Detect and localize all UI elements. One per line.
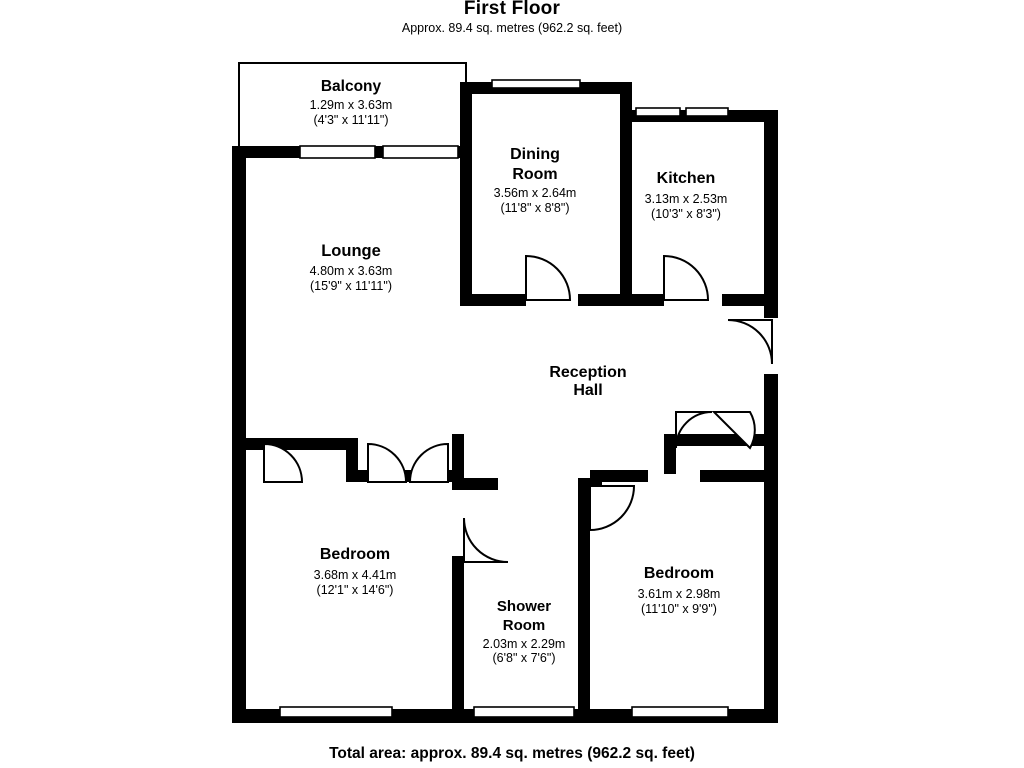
shower-room-dim-metric: 2.03m x 2.29m bbox=[482, 636, 566, 651]
lounge-dim-metric: 4.80m x 3.63m bbox=[309, 264, 393, 279]
bedroom-1-dim-metric: 3.68m x 4.41m bbox=[313, 567, 397, 582]
lounge-dim-imperial: (15'9" x 11'11") bbox=[310, 279, 392, 294]
bedroom-2-dim-metric: 3.61m x 2.98m bbox=[637, 586, 721, 601]
room-label-kitchen bbox=[600, 170, 772, 221]
lounge-name: Lounge bbox=[321, 242, 381, 260]
shower-room-name-line2: Room bbox=[502, 616, 546, 634]
room-label-shower-room bbox=[442, 599, 606, 666]
room-label-lounge bbox=[251, 242, 451, 294]
floor-plan-title: First Floor bbox=[463, 0, 561, 19]
room-label-balcony bbox=[251, 78, 451, 128]
kitchen-dim-metric: 3.13m x 2.53m bbox=[644, 191, 728, 206]
bedroom-2-name: Bedroom bbox=[643, 565, 715, 582]
dining-room-name-line2: Room bbox=[512, 165, 558, 183]
dining-room-name-line1: Dining bbox=[510, 146, 560, 163]
bedroom-1-dim-imperial: (12'1" x 14'6") bbox=[316, 582, 394, 597]
shower-room-name-line1: Shower bbox=[496, 598, 552, 615]
balcony-dim-imperial: (4'3" x 11'11") bbox=[313, 113, 389, 128]
balcony-dim-metric: 1.29m x 3.63m bbox=[309, 98, 393, 113]
dining-room-dim-imperial: (11'8" x 8'8") bbox=[500, 200, 570, 215]
dining-room-dim-metric: 3.56m x 2.64m bbox=[493, 185, 577, 200]
shower-room-dim-imperial: (6'8" x 7'6") bbox=[492, 651, 556, 666]
bedroom-1-name: Bedroom bbox=[319, 546, 391, 563]
room-label-reception-hall bbox=[500, 364, 676, 401]
room-label-bedroom-2 bbox=[588, 565, 770, 616]
room-label-bedroom-1 bbox=[256, 546, 454, 597]
reception-hall-name-line2: Hall bbox=[573, 382, 603, 400]
floor-plan-subtitle: Approx. 89.4 sq. metres (962.2 sq. feet) bbox=[401, 21, 623, 35]
kitchen-name: Kitchen bbox=[656, 170, 716, 187]
balcony-name: Balcony bbox=[320, 78, 382, 95]
total-area-text: Total area: approx. 89.4 sq. metres (962.2 sq. feet) bbox=[329, 745, 695, 762]
kitchen-dim-imperial: (10'3" x 8'3") bbox=[651, 206, 721, 221]
bedroom-2-dim-imperial: (11'10" x 9'9") bbox=[641, 601, 717, 616]
reception-hall-name-line1: Reception bbox=[549, 364, 627, 381]
